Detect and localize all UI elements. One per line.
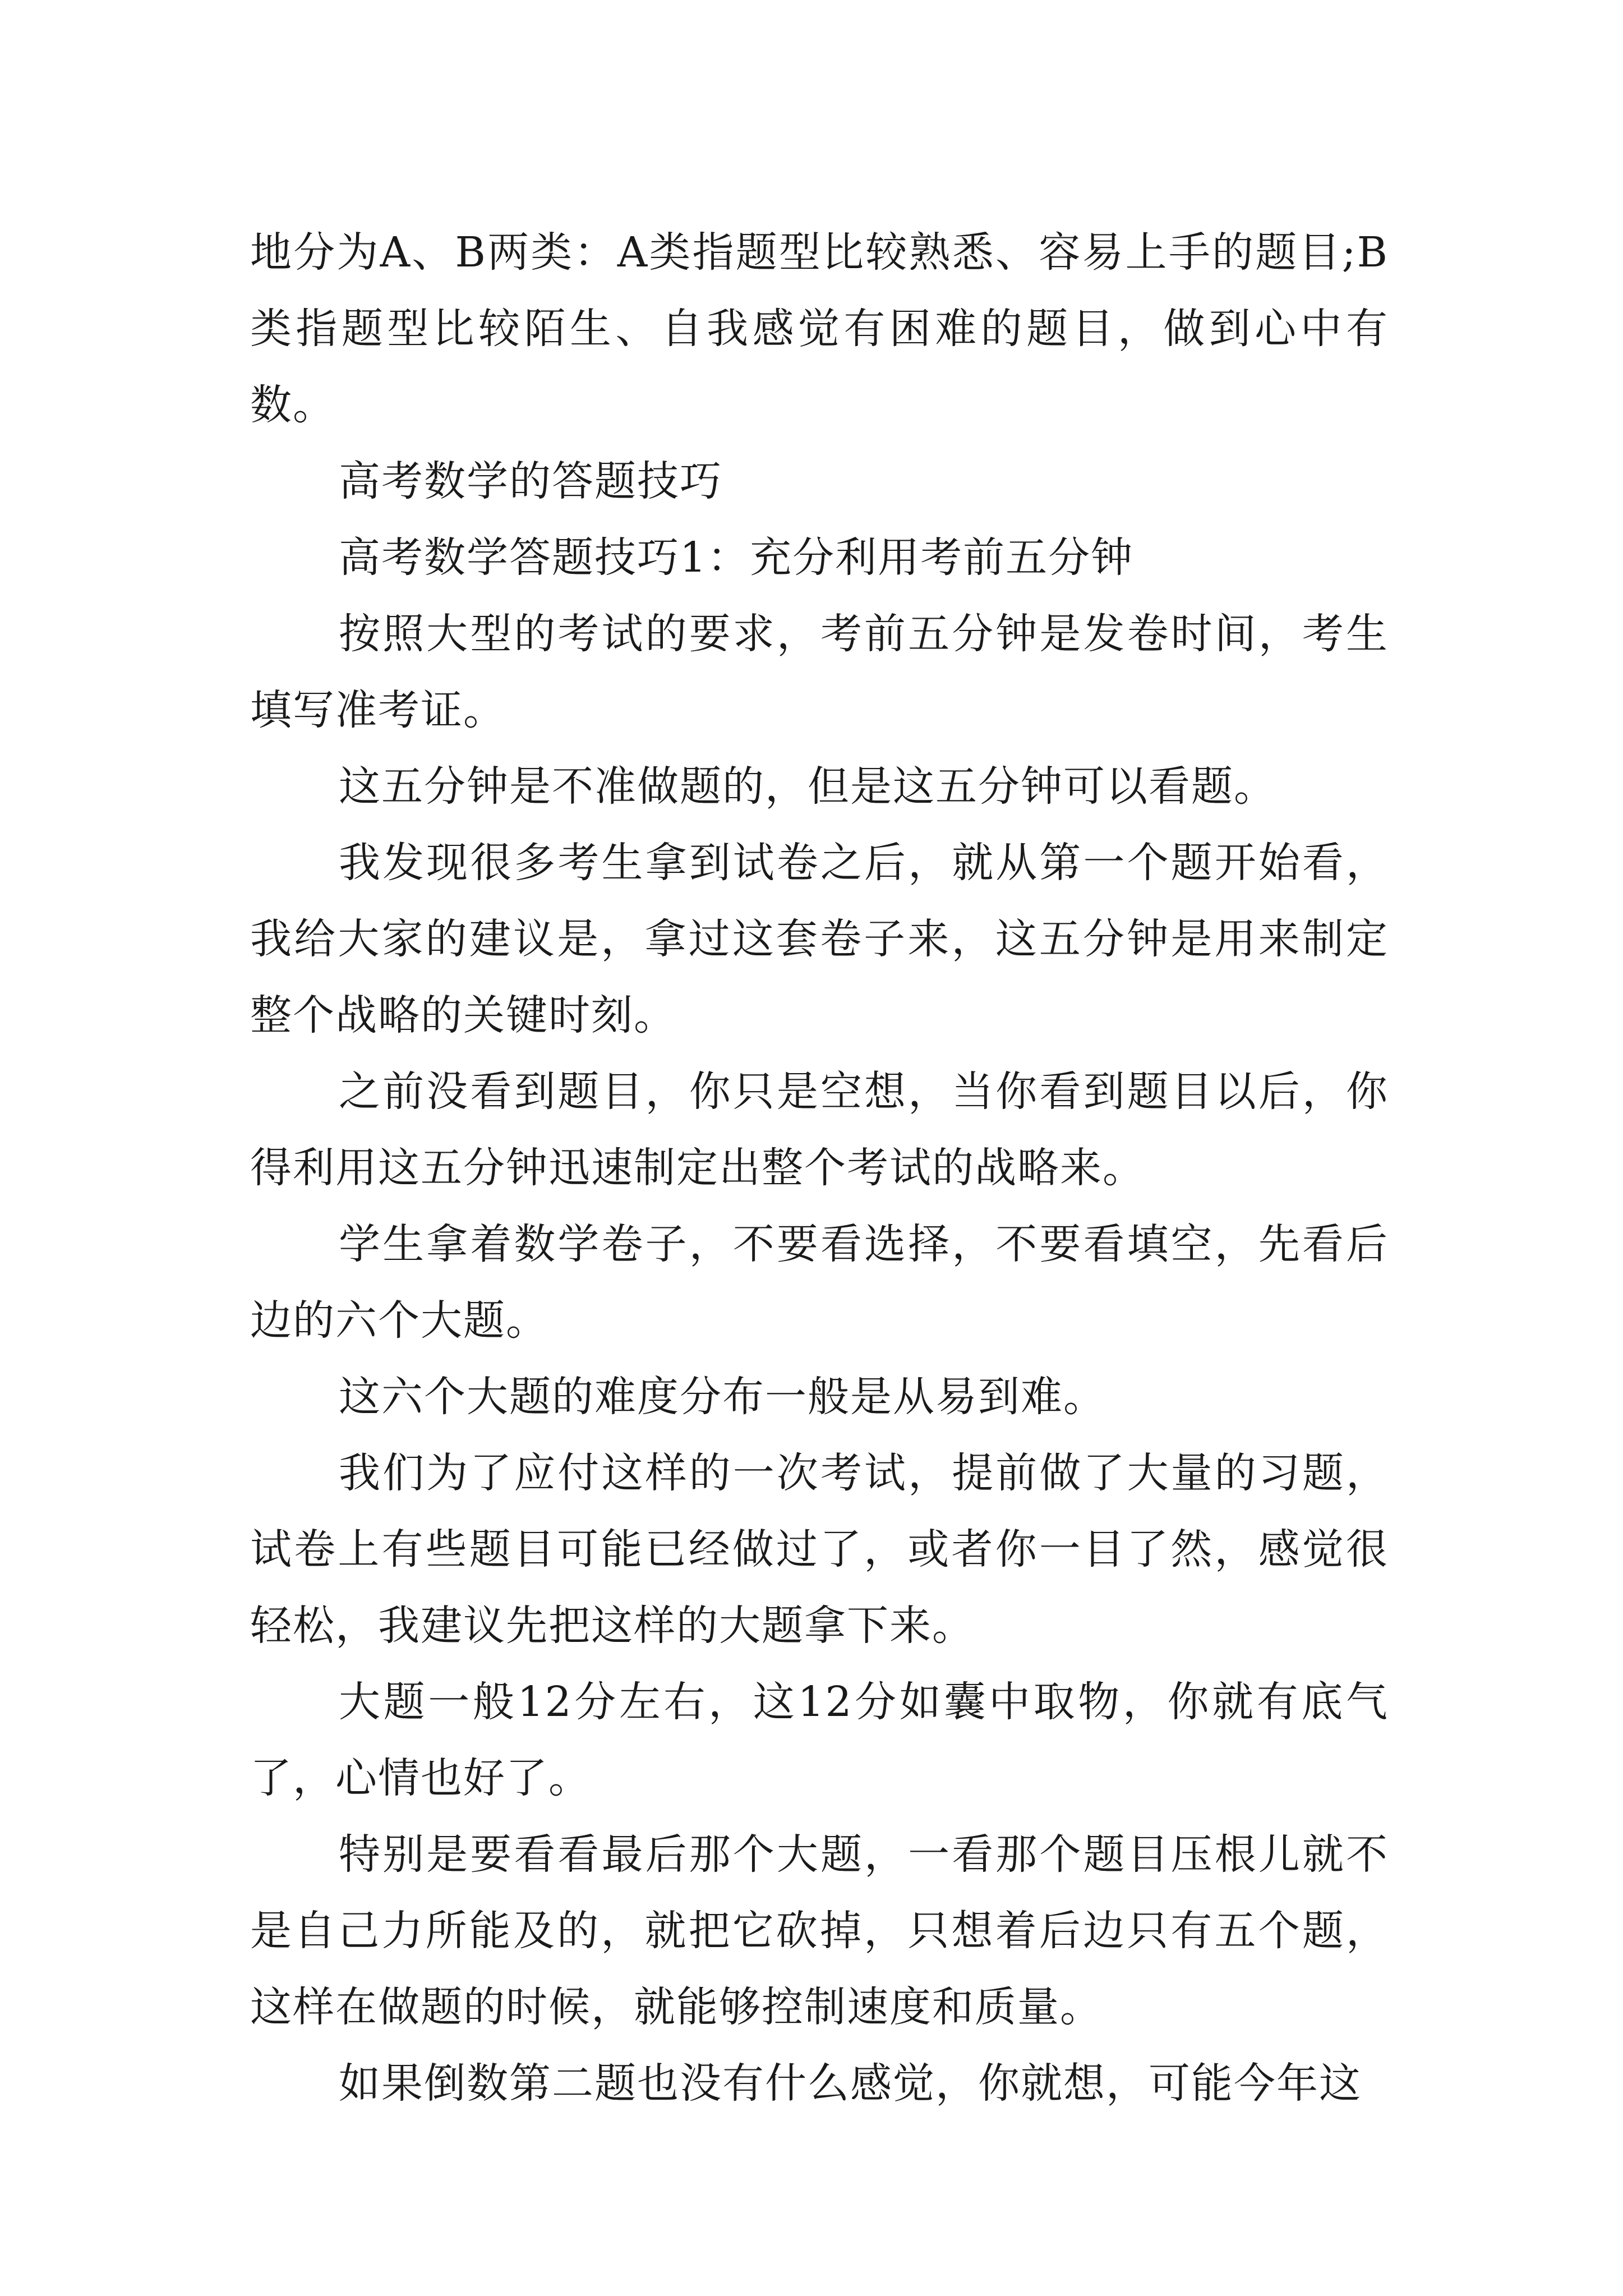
paragraph: 学生拿着数学卷子，不要看选择，不要看填空，先看后边的六个大题。 (250, 1220, 1389, 1345)
paragraph: 这六个大题的难度分布一般是从易到难。 (339, 1373, 1106, 1421)
paragraph: 我们为了应付这样的一次考试，提前做了大量的习题，试卷上有些题目可能已经做过了，或者你一目了然，感觉很轻松，我建议先把这样的大题拿下来。 (250, 1449, 1389, 1650)
paragraph: 我发现很多考生拿到试卷之后，就从第一个题开始看，我给大家的建议是，拿过这套卷子来，这五分钟是用来制定整个战略的关键时刻。 (250, 839, 1389, 1039)
document-body (250, 214, 1389, 2122)
paragraph: 这五分钟是不准做题的，但是这五分钟可以看题。 (339, 762, 1276, 811)
paragraph: 如果倒数第二题也没有什么感觉，你就想，可能今年这 (339, 2059, 1362, 2108)
paragraph: 地分为A、B两类：A类指题型比较熟悉、容易上手的题目;B类指题型比较陌生、自我感觉有困难的题目，做到心中有数。 (250, 228, 1389, 429)
paragraph: 特别是要看看最后那个大题，一看那个题目压根儿就不是自己力所能及的，就把它砍掉，只想着后边只有五个题，这样在做题的时候，就能够控制速度和质量。 (250, 1830, 1389, 2031)
section-heading: 高考数学的答题技巧 (339, 457, 722, 505)
subsection-heading: 高考数学答题技巧1：充分利用考前五分钟 (339, 533, 1134, 582)
paragraph: 大题一般12分左右，这12分如囊中取物，你就有底气了，心情也好了。 (250, 1678, 1389, 1802)
paragraph: 之前没看到题目，你只是空想，当你看到题目以后，你得利用这五分钟迅速制定出整个考试的战略来。 (250, 1068, 1389, 1192)
paragraph: 按照大型的考试的要求，考前五分钟是发卷时间，考生填写准考证。 (250, 610, 1389, 734)
